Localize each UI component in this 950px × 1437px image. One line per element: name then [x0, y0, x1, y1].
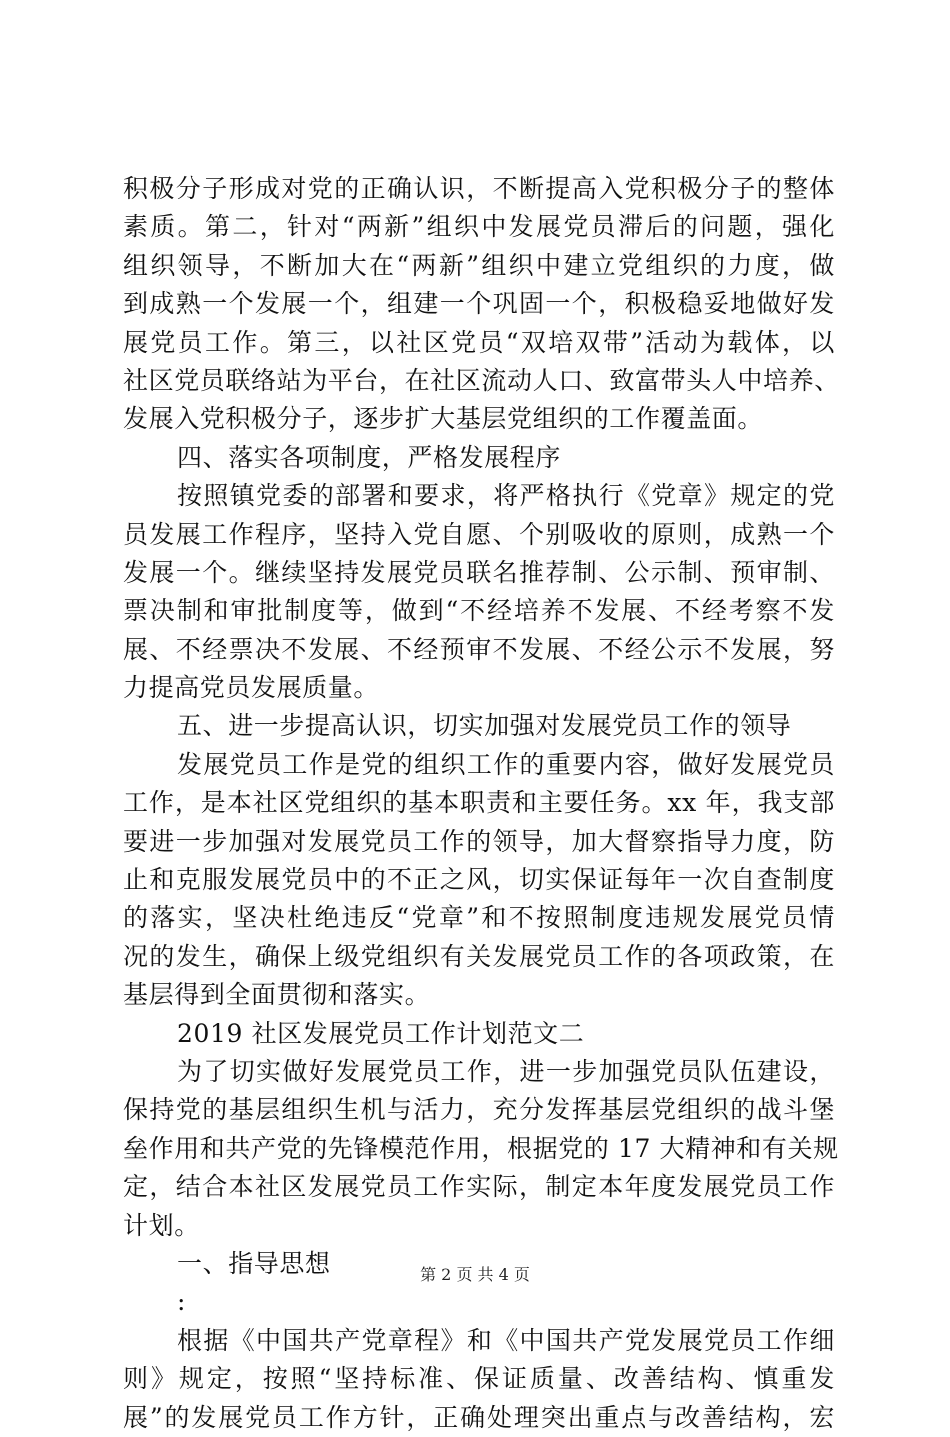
text-line: 展、不经票决不发展、不经预审不发展、不经公示不发展，努 — [123, 634, 835, 664]
text-line: 保持党的基层组织生机与活力，充分发挥基层党组织的战斗堡 — [123, 1095, 835, 1125]
text-line: 展”的发展党员工作方针，正确处理突出重点与改善结构，宏 — [123, 1402, 835, 1432]
text-line: 发展党员工作是党的组织工作的重要内容，做好发展党员 — [177, 749, 835, 779]
text-line: 况的发生，确保上级党组织有关发展党员工作的各项政策，在 — [123, 941, 835, 971]
text-line: 的落实，坚决杜绝违反“党章”和不按照制度违规发展党员情 — [123, 903, 835, 933]
text-line: 五、进一步提高认识，切实加强对发展党员工作的领导 — [177, 711, 792, 741]
text-line: 到成熟一个发展一个，组建一个巩固一个，积极稳妥地做好发 — [123, 289, 835, 319]
text-line: 发展入党积极分子，逐步扩大基层党组织的工作覆盖面。 — [123, 404, 764, 434]
text-line: 定，结合本社区发展党员工作实际，制定本年度发展党员工作 — [123, 1172, 835, 1202]
text-line: 素质。第二，针对“两新”组织中发展党员滞后的问题，强化 — [123, 212, 835, 242]
text-line: 根据《中国共产党章程》和《中国共产党发展党员工作细 — [177, 1325, 835, 1355]
text-line: 止和克服发展党员中的不正之风，切实保证每年一次自查制度 — [123, 865, 835, 895]
text-line: 垒作用和共产党的先锋模范作用，根据党的 17 大精神和有关规 — [123, 1133, 839, 1163]
text-line: 积极分子形成对党的正确认识，不断提高入党积极分子的整体 — [123, 174, 835, 203]
text-line: 员发展工作程序，坚持入党自愿、个别吸收的原则，成熟一个 — [123, 519, 835, 549]
text-line: 组织领导，不断加大在“两新”组织中建立党组织的力度，做 — [123, 250, 835, 280]
text-line: 票决制和审批制度等，做到“不经培养不发展、不经考察不发 — [123, 596, 835, 626]
text-line: 为了切实做好发展党员工作，进一步加强党员队伍建设， — [177, 1056, 835, 1086]
text-line: 按照镇党委的部署和要求，将严格执行《党章》规定的党 — [177, 481, 835, 511]
text-line: 发展一个。继续坚持发展党员联名推荐制、公示制、预审制、 — [123, 557, 835, 587]
text-line: 社区党员联络站为平台，在社区流动人口、致富带头人中培养、 — [123, 365, 840, 395]
text-line: 计划。 — [123, 1210, 200, 1240]
text-line: 则》规定，按照“坚持标准、保证质量、改善结构、慎重发 — [123, 1364, 835, 1394]
text-line: 2019 社区发展党员工作计划范文二 — [177, 1018, 585, 1048]
text-line: 四、落实各项制度，严格发展程序 — [177, 442, 562, 472]
text-line: : — [177, 1287, 187, 1317]
text-line: 基层得到全面贯彻和落实。 — [123, 980, 431, 1010]
text-line: 要进一步加强对发展党员工作的领导，加大督察指导力度，防 — [123, 826, 835, 856]
text-line: 力提高党员发展质量。 — [123, 673, 380, 703]
text-line: 一、指导思想 — [177, 1248, 331, 1278]
text-line: 展党员工作。第三，以社区党员“双培双带”活动为载体，以 — [123, 327, 835, 357]
body-text — [123, 170, 840, 1437]
page-number-footer: 第 2 页 共 4 页 — [420, 1265, 530, 1284]
text-line: 工作，是本社区党组织的基本职责和主要任务。xx 年，我支部 — [123, 788, 835, 818]
